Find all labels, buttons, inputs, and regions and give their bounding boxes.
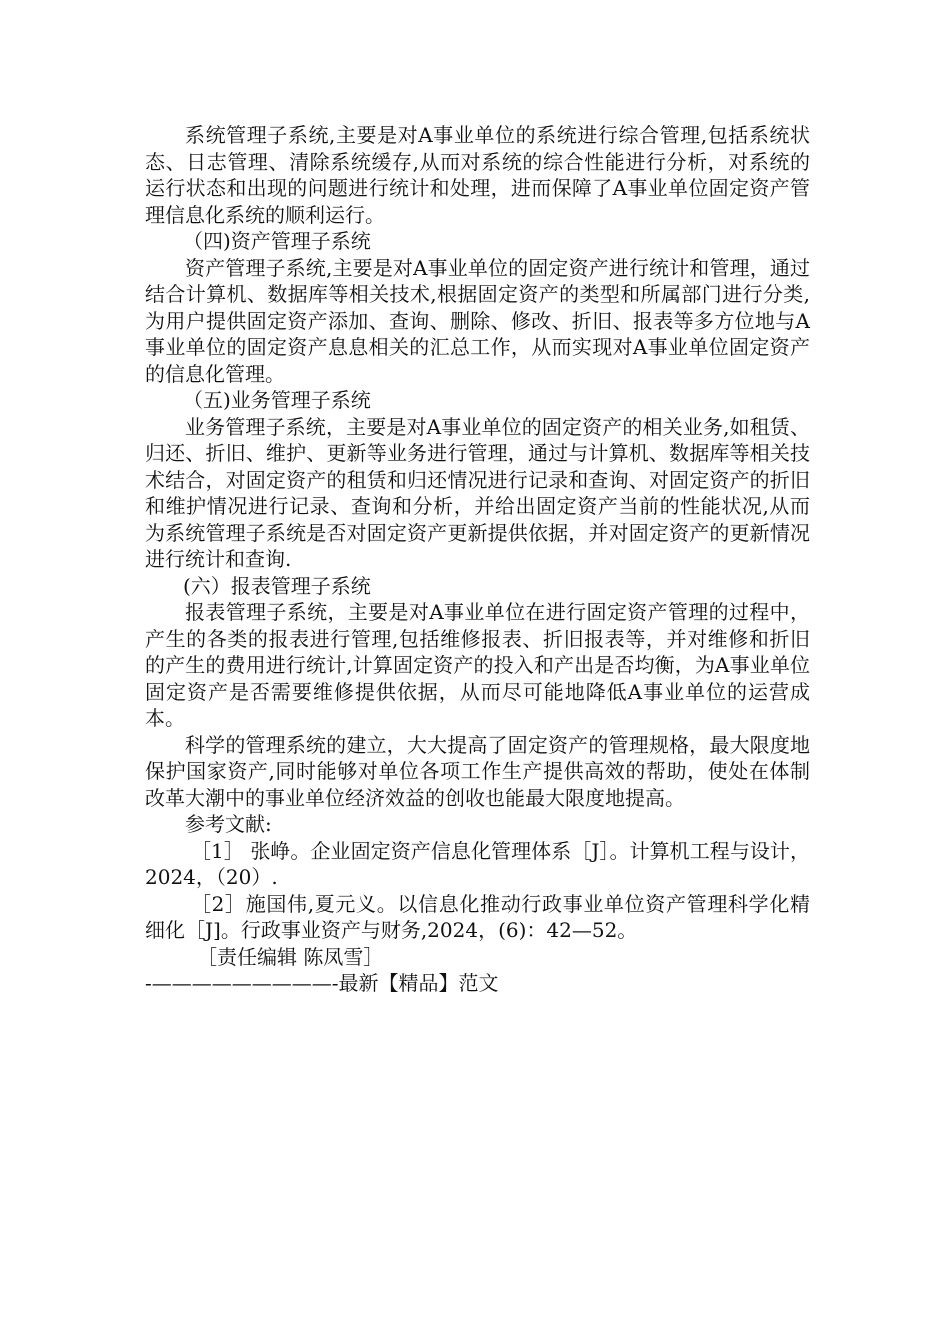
paragraph-business-management: 业务管理子系统，主要是对A事业单位的固定资产的相关业务,如租赁、归还、折旧、维护、更新等业务进行管理，通过与计算机、数据库等相关技术结合，对固定资产的租赁和归还情况进行记录和查询、对固定资产的折旧和维护情况进行记录、查询和分析，并给出固定资产当前的性能状况,从而为系统管理子系统是否对固定资产更新提供依据，并对固定资产的更新情况进行统计和查询.: [145, 414, 810, 571]
paragraph-conclusion: 科学的管理系统的建立，大大提高了固定资产的管理规格，最大限度地保护国家资产,同时能够对单位各项工作生产提供高效的帮助，使处在体制改革大潮中的事业单位经济效益的创收也能最大限度地提高。: [145, 732, 810, 810]
document-page: [145, 122, 810, 997]
footer-banner: -—————————-最新【精品】范文: [145, 971, 499, 995]
reference-item-1: ［1］ 张峥。企业固定资产信息化管理体系［J］。计算机工程与设计，2024，（20）.: [145, 838, 810, 889]
heading-asset-management: （四)资产管理子系统: [183, 229, 371, 253]
heading-report-management: (六）报表管理子系统: [183, 573, 371, 598]
paragraph-system-management: 系统管理子系统,主要是对A事业单位的系统进行综合管理,包括系统状态、日志管理、清除系统缓存,从而对系统的综合性能进行分析，对系统的运行状态和出现的问题进行统计和处理，进而保障了A事业单位固定资产管理信息化系统的顺利运行。: [145, 123, 810, 227]
heading-business-management: （五)业务管理子系统: [183, 388, 371, 412]
references-title: 参考文献:: [185, 812, 272, 836]
paragraph-asset-management: 资产管理子系统,主要是对A事业单位的固定资产进行统计和管理，通过结合计算机、数据库等相关技术,根据固定资产的类型和所属部门进行分类,为用户提供固定资产添加、查询、删除、修改、折旧、报表等多方位地与A事业单位的固定资产息息相关的汇总工作，从而实现对A事业单位固定资产的信息化管理。: [145, 255, 810, 386]
paragraph-report-management: 报表管理子系统，主要是对A事业单位在进行固定资产管理的过程中，产生的各类的报表进行管理,包括维修报表、折旧报表等，并对维修和折旧的产生的费用进行统计,计算固定资产的投入和产出是否均衡，为A事业单位固定资产是否需要维修提供依据，从而尽可能地降低A事业单位的运营成本。: [145, 600, 810, 730]
responsible-editor: ［责任编辑 陈凤雪］: [197, 944, 384, 969]
reference-item-2: ［2］施国伟,夏元义。以信息化推动行政事业单位资产管理科学化精细化［J]。行政事业资产与财务,2024，(6)：42—52。: [145, 891, 810, 942]
